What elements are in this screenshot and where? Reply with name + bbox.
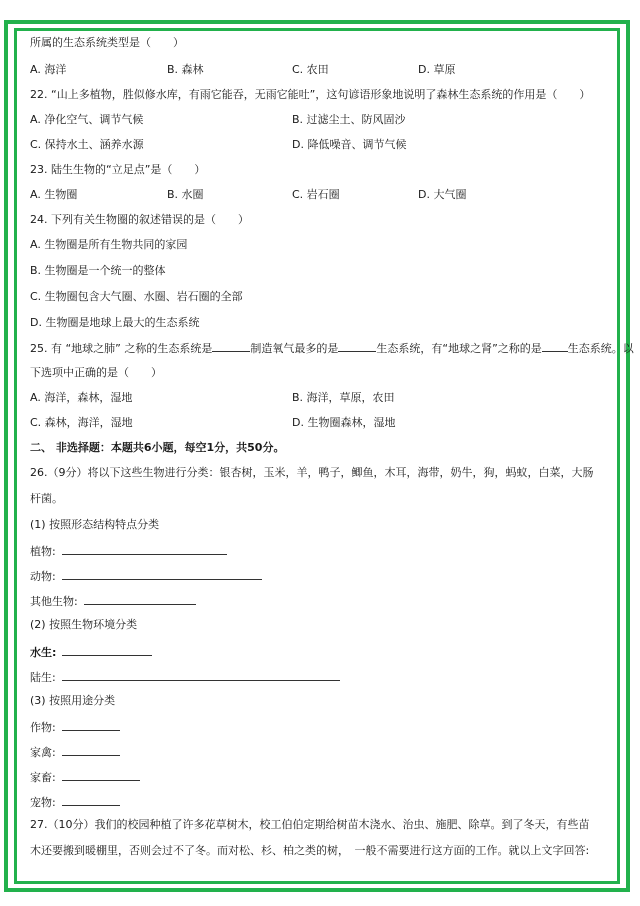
blank-pets[interactable]: [62, 794, 120, 806]
q25-part2: 制造氧气最多的是: [250, 342, 339, 355]
q25-blank-1[interactable]: [212, 340, 250, 352]
label-plants: 植物:: [30, 545, 56, 558]
q24-option-b[interactable]: B. 生物圈是一个统一的整体: [30, 264, 166, 277]
q25-option-a[interactable]: A. 海洋，森林，湿地: [30, 391, 133, 404]
answer-row-poultry: [30, 744, 120, 760]
q25-blank-3[interactable]: [542, 340, 568, 352]
q26-sub2: (2) 按照生物环境分类: [30, 618, 138, 631]
answer-row-crops: [30, 719, 120, 735]
q25-option-c[interactable]: C. 森林，海洋，湿地: [30, 416, 133, 429]
q26-sub3: (3) 按照用途分类: [30, 694, 116, 707]
q24-option-c[interactable]: C. 生物圈包含大气圈、水圈、岩石圈的全部: [30, 290, 243, 303]
q25-option-b[interactable]: B. 海洋，草原，农田: [292, 391, 395, 404]
q24-stem: 24. 下列有关生物圈的叙述错误的是（ ）: [30, 213, 249, 226]
q23-stem: 23. 陆生生物的“立足点”是（ ）: [30, 163, 206, 176]
label-crops: 作物:: [30, 721, 56, 734]
q21-option-c[interactable]: C. 农田: [292, 63, 329, 76]
q24-option-a[interactable]: A. 生物圈是所有生物共同的家园: [30, 238, 188, 251]
answer-row-pets: [30, 794, 120, 810]
q22-option-c[interactable]: C. 保持水土、涵养水源: [30, 138, 144, 151]
section-heading: 二、 非选择题：本题共6小题，每空1分，共50分。: [30, 441, 285, 454]
q26-stem: 26.（9分）将以下这些生物进行分类：银杏树，玉米，羊，鸭子，鲫鱼，木耳，海带，奶牛，狗，蚂蚁，白菜，大肠: [30, 466, 594, 479]
blank-crops[interactable]: [62, 719, 120, 731]
blank-aquatic[interactable]: [62, 644, 152, 656]
label-poultry: 家禽:: [30, 746, 56, 759]
q26-stem-line2: 杆菌。: [30, 492, 63, 505]
answer-row-livestock: [30, 769, 140, 785]
q23-option-b[interactable]: B. 水圈: [167, 188, 204, 201]
answer-row-animals: [30, 568, 262, 584]
label-livestock: 家畜:: [30, 771, 56, 784]
q27-stem-line2: 木还要搬到暖棚里，否则会过不了冬。而对松、杉、柏之类的树， 一般不需要进行这方面的工作。就以上文字回答:: [30, 844, 590, 857]
q25-option-d[interactable]: D. 生物圈森林，湿地: [292, 416, 396, 429]
answer-row-others: [30, 593, 196, 609]
blank-animals[interactable]: [62, 568, 262, 580]
q25-part3: 生态系统，有“地球之肾”之称的是: [376, 342, 542, 355]
answer-row-terrestrial: [30, 669, 340, 685]
blank-poultry[interactable]: [62, 744, 120, 756]
q21-tail: 所属的生态系统类型是（ ）: [30, 36, 184, 49]
q21-option-b[interactable]: B. 森林: [167, 63, 204, 76]
blank-terrestrial[interactable]: [62, 669, 340, 681]
label-aquatic: 水生:: [30, 646, 57, 659]
q26-sub1: (1) 按照形态结构特点分类: [30, 518, 160, 531]
q22-option-d[interactable]: D. 降低噪音、调节气候: [292, 138, 407, 151]
answer-row-aquatic: [30, 644, 152, 660]
blank-plants[interactable]: [62, 543, 227, 555]
q23-option-d[interactable]: D. 大气圈: [418, 188, 467, 201]
q25-part1: 25. 有 “地球之肺” 之称的生态系统是: [30, 342, 213, 355]
blank-livestock[interactable]: [62, 769, 140, 781]
q22-option-a[interactable]: A. 净化空气、调节气候: [30, 113, 144, 126]
label-terrestrial: 陆生:: [30, 671, 56, 684]
q24-option-d[interactable]: D. 生物圈是地球上最大的生态系统: [30, 316, 200, 329]
label-animals: 动物:: [30, 570, 56, 583]
q25-part4: 生态系统。以: [567, 342, 634, 355]
q23-option-c[interactable]: C. 岩石圈: [292, 188, 340, 201]
q25-blank-2[interactable]: [338, 340, 376, 352]
label-others: 其他生物:: [30, 595, 78, 608]
blank-others[interactable]: [84, 593, 196, 605]
q22-option-b[interactable]: B. 过滤尘土、防风固沙: [292, 113, 406, 126]
answer-row-plants: [30, 543, 227, 559]
q22-stem: 22. “山上多植物，胜似修水库，有雨它能吞，无雨它能吐”，这句谚语形象地说明了森林生态系统的作用是（ ）: [30, 88, 591, 101]
q21-option-d[interactable]: D. 草原: [418, 63, 456, 76]
q25-stem-line2: 下选项中正确的是（ ）: [30, 366, 162, 379]
q27-stem: 27.（10分）我们的校园种植了许多花草树木，校工伯伯定期给树苗木浇水、治虫、施肥、除草。到了冬天，有些苗: [30, 818, 590, 831]
label-pets: 宠物:: [30, 796, 56, 809]
q21-option-a[interactable]: A. 海洋: [30, 63, 67, 76]
q25-stem: [30, 340, 634, 356]
q23-option-a[interactable]: A. 生物圈: [30, 188, 78, 201]
